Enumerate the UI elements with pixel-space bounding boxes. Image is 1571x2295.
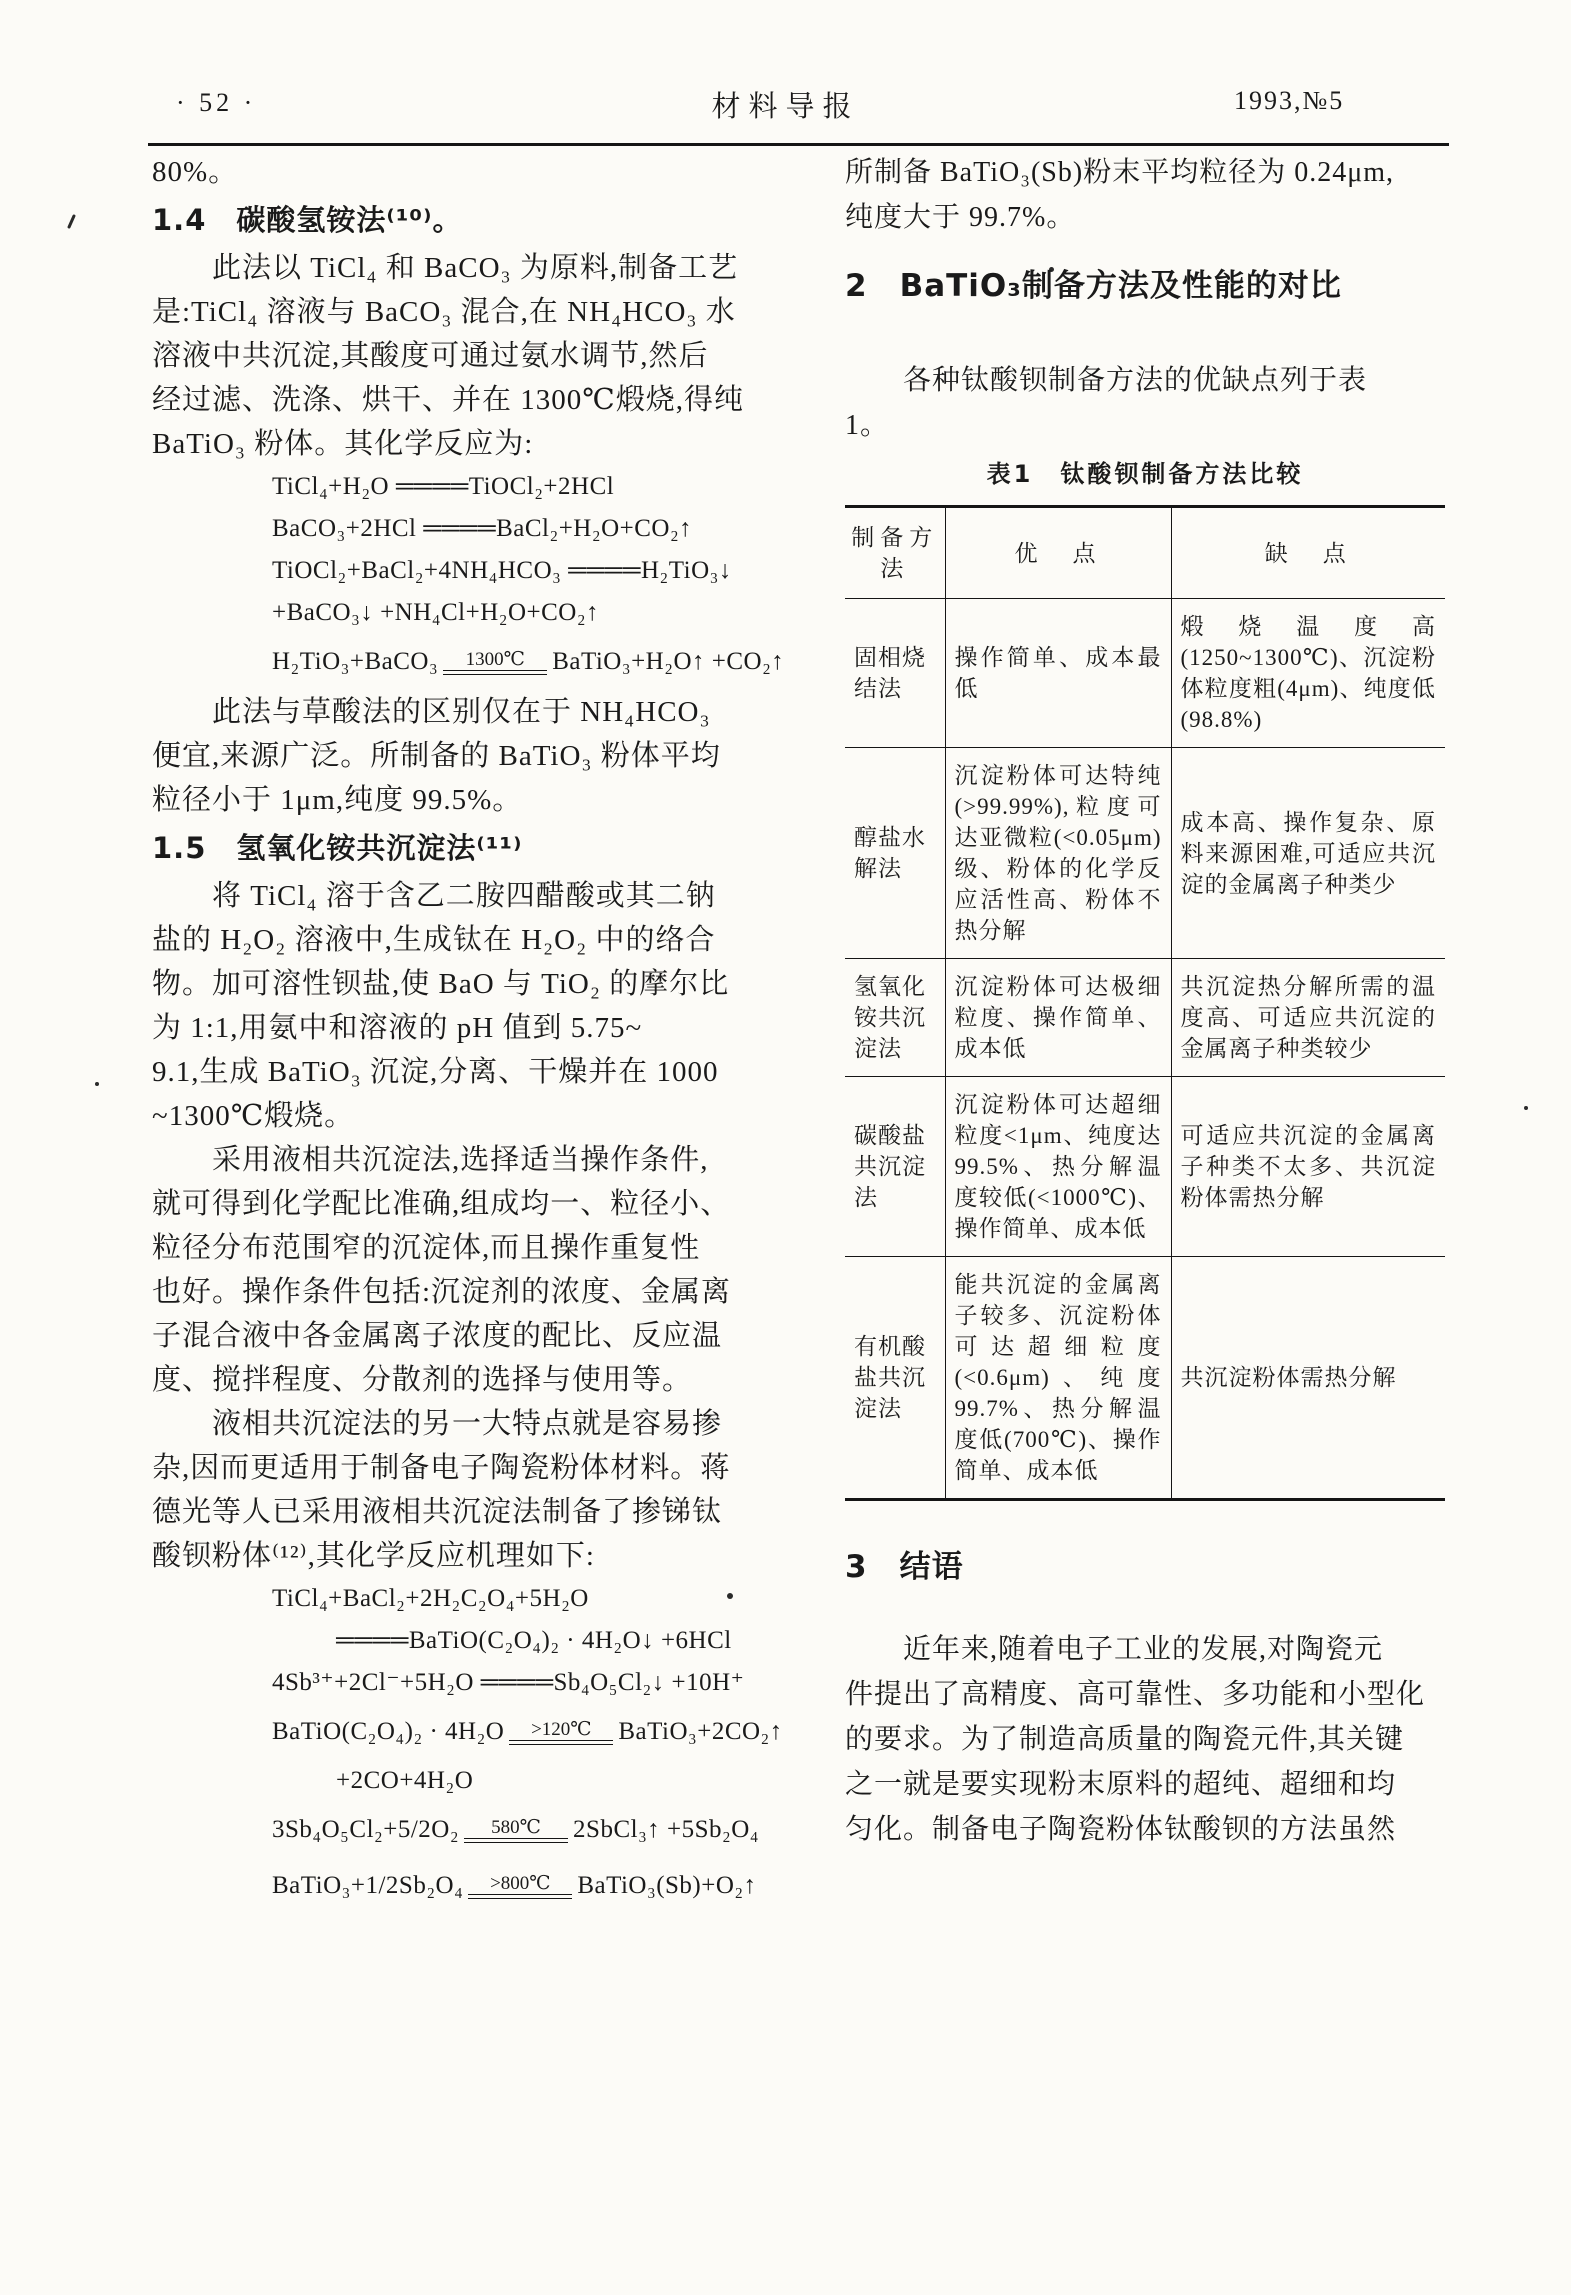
section-heading-2: 2 BaTiO₃制备方法及性能的对比	[845, 268, 1342, 304]
text-line: 将 TiCl₄ 溶于含乙二胺四醋酸或其二钠	[152, 880, 716, 912]
cell-pros: 操作简单、成本最低	[945, 599, 1171, 748]
chemical-equation: 4Sb³⁺+2Cl⁻+5H₂O ════Sb₄O₅Cl₂↓ +10H⁺	[272, 1669, 745, 1696]
text-line: 纯度大于 99.7%。	[845, 202, 1076, 233]
chemical-equation: TiOCl₂+BaCl₂+4NH₄HCO₃ ════H₂TiO₃↓	[272, 557, 732, 584]
text-line: 所制备 BaTiO₃(Sb)粉末平均粒径为 0.24μm,	[845, 157, 1394, 188]
reaction-arrow	[464, 1817, 568, 1843]
text-line: 为 1:1,用氨中和溶液的 pH 值到 5.75~	[152, 1012, 643, 1044]
table-row	[845, 599, 1445, 748]
chemical-equation	[152, 634, 800, 690]
page-number: · 52 ·	[176, 88, 257, 117]
text-line: 盐的 H₂O₂ 溶液中,生成钛在 H₂O₂ 中的络合	[152, 924, 716, 956]
cell-pros: 沉淀粉体可达超细粒度<1μm、纯度达99.5%、热分解温度较低(<1000℃)、操作简单、成本低	[945, 1077, 1171, 1257]
arrow-line	[443, 670, 547, 675]
cell-method: 有机酸盐共沉淀法	[845, 1257, 945, 1500]
table-header-row	[845, 507, 1445, 599]
arrow-line	[509, 1740, 613, 1745]
section-heading-3: 3 结语	[845, 1549, 964, 1585]
scan-artifact	[95, 1082, 99, 1086]
right-column	[845, 150, 1445, 1852]
cell-method: 氢氧化铵共沉淀法	[845, 959, 945, 1077]
reaction-arrow	[509, 1719, 613, 1745]
cell-pros: 能共沉淀的金属离子较多、沉淀粉体可达超细粒度(<0.6μm)、纯度 99.7%、热分解温度低(700℃)、操作简单、成本低	[945, 1257, 1171, 1500]
equation-reactants: BaTiO(C₂O₄)₂ · 4H₂O	[272, 1718, 505, 1745]
text-line: 件提出了高精度、高可靠性、多功能和小型化	[845, 1679, 1426, 1710]
text-line: ~1300℃煅烧。	[152, 1100, 355, 1132]
cell-method: 固相烧结法	[845, 599, 945, 748]
text-line: 酸钡粉体⁽¹²⁾,其化学反应机理如下:	[152, 1540, 595, 1572]
cell-cons: 可适应共沉淀的金属离子种类不太多、共沉淀粉体需热分解	[1171, 1077, 1445, 1257]
text-line: 杂,因而更适用于制备电子陶瓷粉体材料。蒋	[152, 1452, 731, 1484]
text-line: 是:TiCl₄ 溶液与 BaCO₃ 混合,在 NH₄HCO₃ 水	[152, 296, 736, 328]
text-line: 1。	[845, 410, 890, 441]
text-line: 德光等人已采用液相共沉淀法制备了掺锑钛	[152, 1496, 723, 1528]
reaction-condition: 580℃	[491, 1817, 541, 1838]
text-line: 此法与草酸法的区别仅在于 NH₄HCO₃	[152, 696, 711, 728]
chemical-equation	[152, 1802, 800, 1858]
equation-products: BaTiO₃+H₂O↑ +CO₂↑	[552, 648, 785, 675]
column-header-cons: 缺 点	[1171, 507, 1445, 599]
chemical-equation: BaCO₃+2HCl ════BaCl₂+H₂O+CO₂↑	[272, 515, 693, 542]
chemical-equation: ════BaTiO(C₂O₄)₂ · 4H₂O↓ +6HCl	[336, 1627, 732, 1654]
text-line: 此法以 TiCl₄ 和 BaCO₃ 为原料,制备工艺	[152, 252, 739, 284]
reaction-arrow	[443, 649, 547, 675]
text-line: 采用液相共沉淀法,选择适当操作条件,	[152, 1144, 709, 1176]
left-column	[152, 150, 800, 1914]
chemical-equation	[152, 1858, 800, 1914]
text-line: 子混合液中各金属离子浓度的配比、反应温	[152, 1320, 723, 1352]
text-line: 度、搅拌程度、分散剂的选择与使用等。	[152, 1364, 693, 1396]
text-line: 9.1,生成 BaTiO₃ 沉淀,分离、干燥并在 1000	[152, 1056, 719, 1088]
equation-reactants: H₂TiO₃+BaCO₃	[272, 648, 439, 675]
text-line: 粒径分布范围窄的沉淀体,而且操作重复性	[152, 1232, 701, 1264]
cell-method: 醇盐水解法	[845, 748, 945, 959]
equation-reactants: BaTiO₃+1/2Sb₂O₄	[272, 1872, 464, 1899]
table-title: 表1 钛酸钡制备方法比较	[986, 460, 1304, 488]
text-line: 物。加可溶性钡盐,使 BaO 与 TiO₂ 的摩尔比	[152, 968, 730, 1000]
equation-reactants: 3Sb₄O₅Cl₂+5/2O₂	[272, 1816, 460, 1843]
chemical-equation: +BaCO₃↓ +NH₄Cl+H₂O+CO₂↑	[272, 599, 600, 626]
reaction-condition: 1300℃	[465, 649, 525, 670]
text-line: 各种钛酸钡制备方法的优缺点列于表	[845, 365, 1368, 396]
chemical-equation: TiCl₄+BaCl₂+2H₂C₂O₄+5H₂O	[272, 1585, 589, 1612]
arrow-line	[464, 1838, 568, 1843]
cell-method: 碳酸盐共沉淀法	[845, 1077, 945, 1257]
issue-number: 1993,№5	[1234, 86, 1345, 115]
text-line: 之一就是要实现粉末原料的超纯、超细和均	[845, 1769, 1397, 1800]
table-row	[845, 748, 1445, 959]
reaction-arrow	[468, 1873, 572, 1899]
cell-cons: 共沉淀热分解所需的温度高、可适应共沉淀的金属离子种类较少	[1171, 959, 1445, 1077]
comparison-table	[845, 505, 1445, 1501]
table-row	[845, 1077, 1445, 1257]
table-row	[845, 1257, 1445, 1500]
cell-pros: 沉淀粉体可达极细粒度、操作简单、成本低	[945, 959, 1171, 1077]
equation-products: BaTiO₃+2CO₂↑	[618, 1718, 783, 1745]
scan-artifact	[67, 214, 76, 229]
text-line: 匀化。制备电子陶瓷粉体钛酸钡的方法虽然	[845, 1814, 1397, 1845]
text-line: 粒径小于 1μm,纯度 99.5%。	[152, 784, 523, 816]
chemical-equation: +2CO+4H₂O	[336, 1767, 474, 1794]
scan-artifact	[1524, 1106, 1528, 1110]
cell-cons: 成本高、操作复杂、原料来源困难,可适应共沉淀的金属离子种类少	[1171, 748, 1445, 959]
section-heading-1-5: 1.5 氢氧化铵共沉淀法⁽¹¹⁾	[152, 831, 523, 865]
text-line: 液相共沉淀法的另一大特点就是容易掺	[152, 1408, 723, 1440]
column-header-method: 制备方法	[845, 507, 945, 599]
arrow-line	[468, 1894, 572, 1899]
chemical-equation	[152, 1704, 800, 1760]
text-line: 溶液中共沉淀,其酸度可通过氨水调节,然后	[152, 340, 709, 372]
journal-title: 材料导报	[711, 91, 860, 123]
column-header-pros: 优 点	[945, 507, 1171, 599]
header-rule	[148, 143, 1449, 146]
text-line: 便宜,来源广泛。所制备的 BaTiO₃ 粉体平均	[152, 740, 721, 772]
reaction-condition: >800℃	[490, 1873, 551, 1894]
text-line: 近年来,随着电子工业的发展,对陶瓷元	[845, 1634, 1384, 1665]
text-line: 也好。操作条件包括:沉淀剂的浓度、金属离	[152, 1276, 732, 1308]
chemical-equation: TiCl₄+H₂O ════TiOCl₂+2HCl	[272, 473, 615, 500]
cell-pros: 沉淀粉体可达特纯(>99.99%),粒度可达亚微粒(<0.05μm)级、粉体的化学反应活性高、粉体不热分解	[945, 748, 1171, 959]
reaction-condition: >120℃	[531, 1719, 592, 1740]
text-line: BaTiO₃ 粉体。其化学反应为:	[152, 428, 534, 460]
equation-products: 2SbCl₃↑ +5Sb₂O₄	[573, 1816, 760, 1843]
text-line: 就可得到化学配比准确,组成均一、粒径小、	[152, 1188, 731, 1220]
cell-cons: 共沉淀粉体需热分解	[1171, 1257, 1445, 1500]
equation-products: BaTiO₃(Sb)+O₂↑	[577, 1872, 757, 1899]
table-row	[845, 959, 1445, 1077]
text-line: 80%。	[152, 156, 239, 188]
section-heading-1-4: 1.4 碳酸氢铵法⁽¹⁰⁾。	[152, 203, 463, 237]
text-line: 的要求。为了制造高质量的陶瓷元件,其关键	[845, 1724, 1405, 1755]
cell-cons: 煅烧温度高(1250~1300℃)、沉淀粉体粒度粗(4μm)、纯度低(98.8%)	[1171, 599, 1445, 748]
text-line: 经过滤、洗涤、烘干、并在 1300℃煅烧,得纯	[152, 384, 744, 416]
